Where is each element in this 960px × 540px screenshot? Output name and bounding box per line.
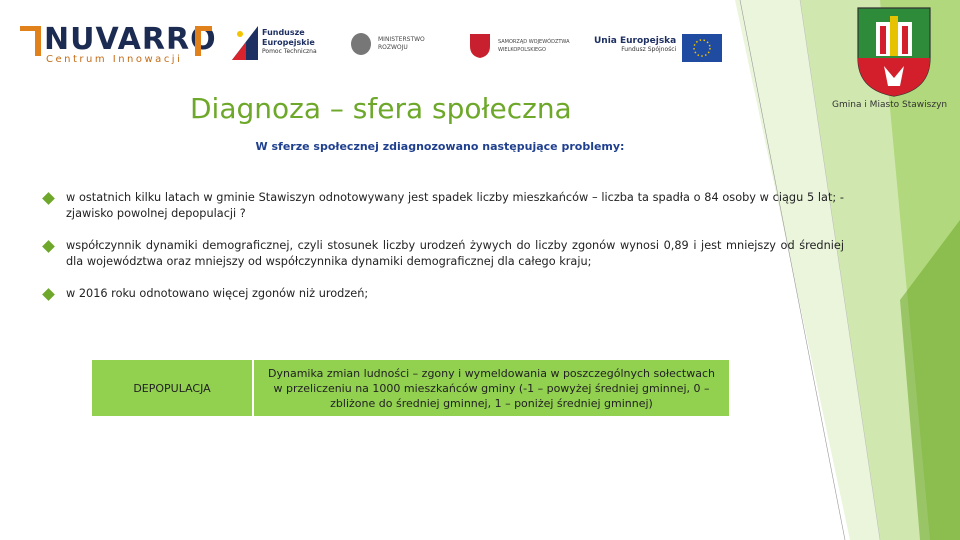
slide-subtitle: W sferze społecznej zdiagnozowano następujące problemy: [255,140,625,153]
ue-line1: Unia Europejska [594,36,677,46]
ministerstwo-line1: MINISTERSTWO [378,36,425,43]
slide-title: Diagnoza – sfera społeczna [190,92,572,125]
bullet-text: w ostatnich kilku latach w gminie Stawiszyn odnotowywany jest spadek liczby mieszkańców – liczba ta spadła o 84 osoby w ciągu 5 lat; - zjawisko powolnej depopulacji ? [66,191,844,220]
fundusze-star-icon [232,26,258,60]
fundusze-line1: Fundusze [262,28,305,37]
list-item [44,190,844,222]
bullet-list [44,190,844,318]
diamond-bullet-icon [42,192,55,205]
list-item [44,238,844,270]
samorzad-line1: SAMORZĄD WOJEWÓDZTWA [498,39,570,45]
stawiszyn-crest-icon [856,6,932,98]
depopulacja-cell: DEPOPULACJA [92,360,254,416]
fundusze-line2: Europejskie [262,38,315,47]
ministerstwo-line2: ROZWOJU [378,44,408,51]
ue-line2: Fundusz Spójności [621,46,677,53]
nuvarro-bracket-right-icon [194,26,214,58]
nuvarro-logo [18,22,218,72]
eagle-icon [350,32,372,56]
samorzad-line2: WIELKOPOLSKIEGO [498,47,546,53]
bullet-text: współczynnik dynamiki demograficznej, czyli stosunek liczby urodzeń żywych do liczby zgonów wynosi 0,89 i jest mniejszy od średniej dla województwa oraz mniejszy od współczynnika dynamiki demograficznej dla całego kraju; [66,239,844,268]
nuvarro-subtitle: Centrum Innowacji [46,54,183,65]
diamond-bullet-icon [42,240,55,253]
fundusze-sub: Pomoc Techniczna [262,48,317,55]
bullet-text: w 2016 roku odnotowano więcej zgonów niż urodzeń; [66,287,369,300]
nuvarro-bracket-icon [18,26,44,58]
eu-flag-icon [682,34,722,62]
diamond-bullet-icon [42,288,55,301]
crest-caption: Gmina i Miasto Stawiszyn [832,100,948,110]
list-item [44,286,844,302]
shield-icon [468,32,492,58]
description-cell: Dynamika zmian ludności – zgony i wymeldowania w poszczególnych sołectwach w przeliczeniu na 1000 mieszkańców gminy (-1 – powyżej średniej gminnej, 0 – zbliżone do średniej gminnej, 1 – poniżej średniej gminnej) [254,360,729,416]
nuvarro-name: NUVARRO [44,22,217,57]
